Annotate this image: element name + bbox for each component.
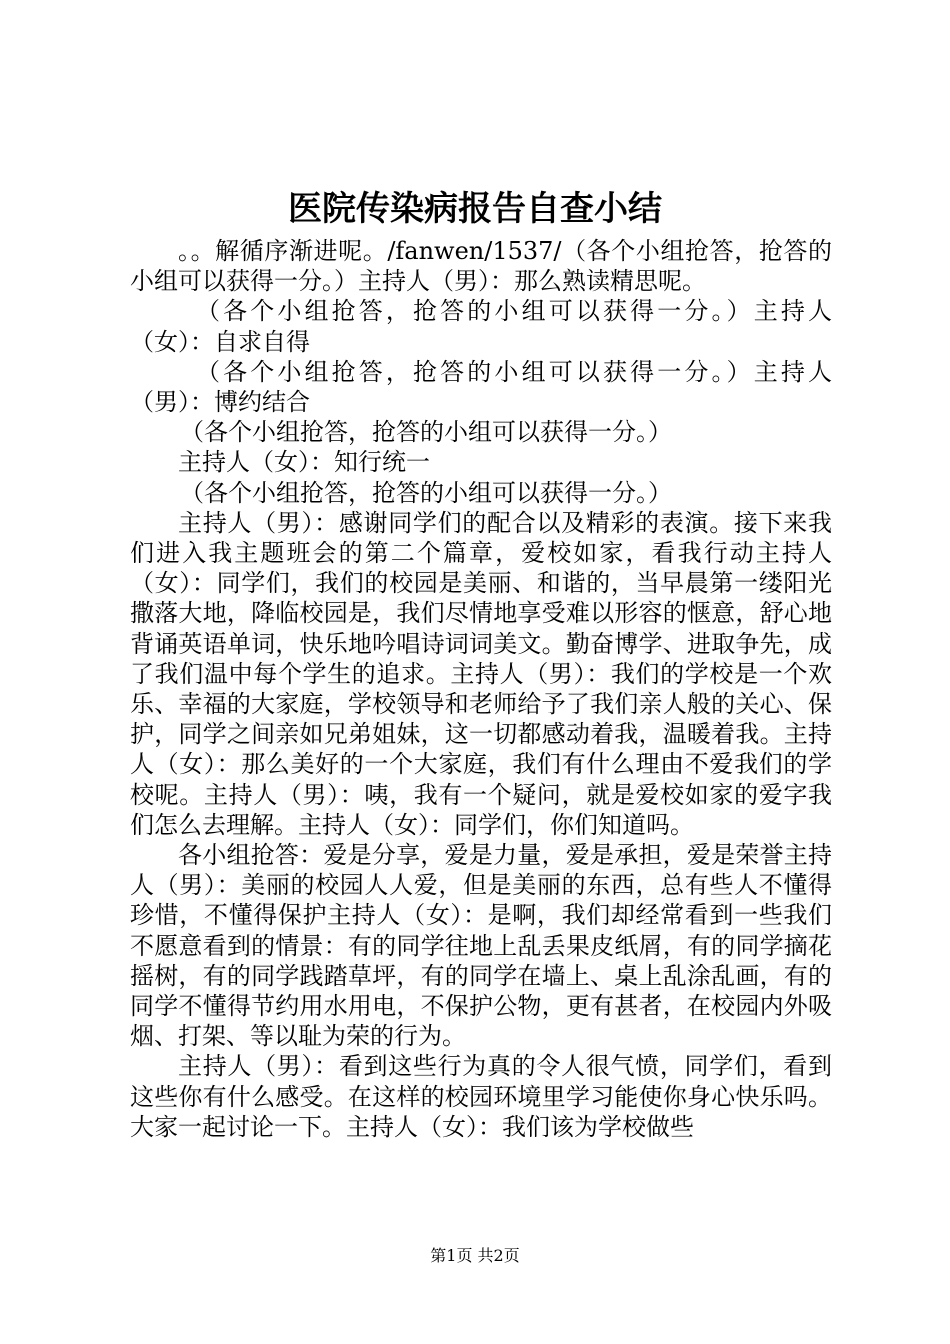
document-body: [130, 236, 832, 1142]
paragraph-9: 主持人（男）：看到这些行为真的令人很气愤，同学们，看到这些你有什么感受。在这样的校园环境里学习能使你身心快乐吗。大家一起讨论一下。主持人（女）：我们该为学校做些: [130, 1052, 832, 1141]
paragraph-6: （各个小组抢答，抢答的小组可以获得一分。）: [180, 478, 672, 507]
paragraph-1: 。。解循序渐进呢。/fanwen/1537/（各个小组抢答，抢答的小组可以获得一分。）主持人（男）：那么熟读精思呢。: [130, 237, 832, 296]
paragraph-7: 主持人（男）：感谢同学们的配合以及精彩的表演。接下来我们进入我主题班会的第二个篇章，爱校如家，看我行动主持人（女）：同学们，我们的校园是美丽、和谐的，当早晨第一缕阳光撒落大地，降临校园是，我们尽情地享受难以形容的惬意，舒心地背诵英语单词，快乐地吟唱诗词词美文。勤奋博学、进取争先，成了我们温中每个学生的追求。主持人（男）：我们的学校是一个欢乐、幸福的大家庭，学校领导和老师给予了我们亲人般的关心、保护，同学之间亲如兄弟姐妹，这一切都感动着我，温暖着我。主持人（女）：那么美好的一个大家庭，我们有什么理由不爱我们的学校呢。主持人（男）：咦，我有一个疑问，就是爱校如家的爱字我们怎么去理解。主持人（女）：同学们，你们知道吗。: [130, 508, 832, 839]
document-title: 医院传染病报告自查小结: [288, 189, 662, 229]
paragraph-4: （各个小组抢答，抢答的小组可以获得一分。）: [180, 418, 672, 447]
page-footer: 第1页 共2页: [430, 1246, 520, 1265]
paragraph-8: 各小组抢答：爱是分享，爱是力量，爱是承担，爱是荣誉主持人（男）：美丽的校园人人爱，但是美丽的东西，总有些人不懂得珍惜，不懂得保护主持人（女）：是啊，我们却经常看到一些我们不愿意看到的情景：有的同学往地上乱丢果皮纸屑，有的同学摘花摇树，有的同学践踏草坪，有的同学在墙上、桌上乱涂乱画，有的同学不懂得节约用水用电，不保护公物，更有甚者，在校园内外吸烟、打架、等以耻为荣的行为。: [130, 841, 832, 1051]
paragraph-5: 主持人（女）：知行统一: [178, 448, 430, 477]
paragraph-2: （各个小组抢答，抢答的小组可以获得一分。）主持人（女）：自求自得: [130, 297, 832, 356]
paragraph-3: （各个小组抢答，抢答的小组可以获得一分。）主持人（男）：博约结合: [130, 357, 832, 417]
